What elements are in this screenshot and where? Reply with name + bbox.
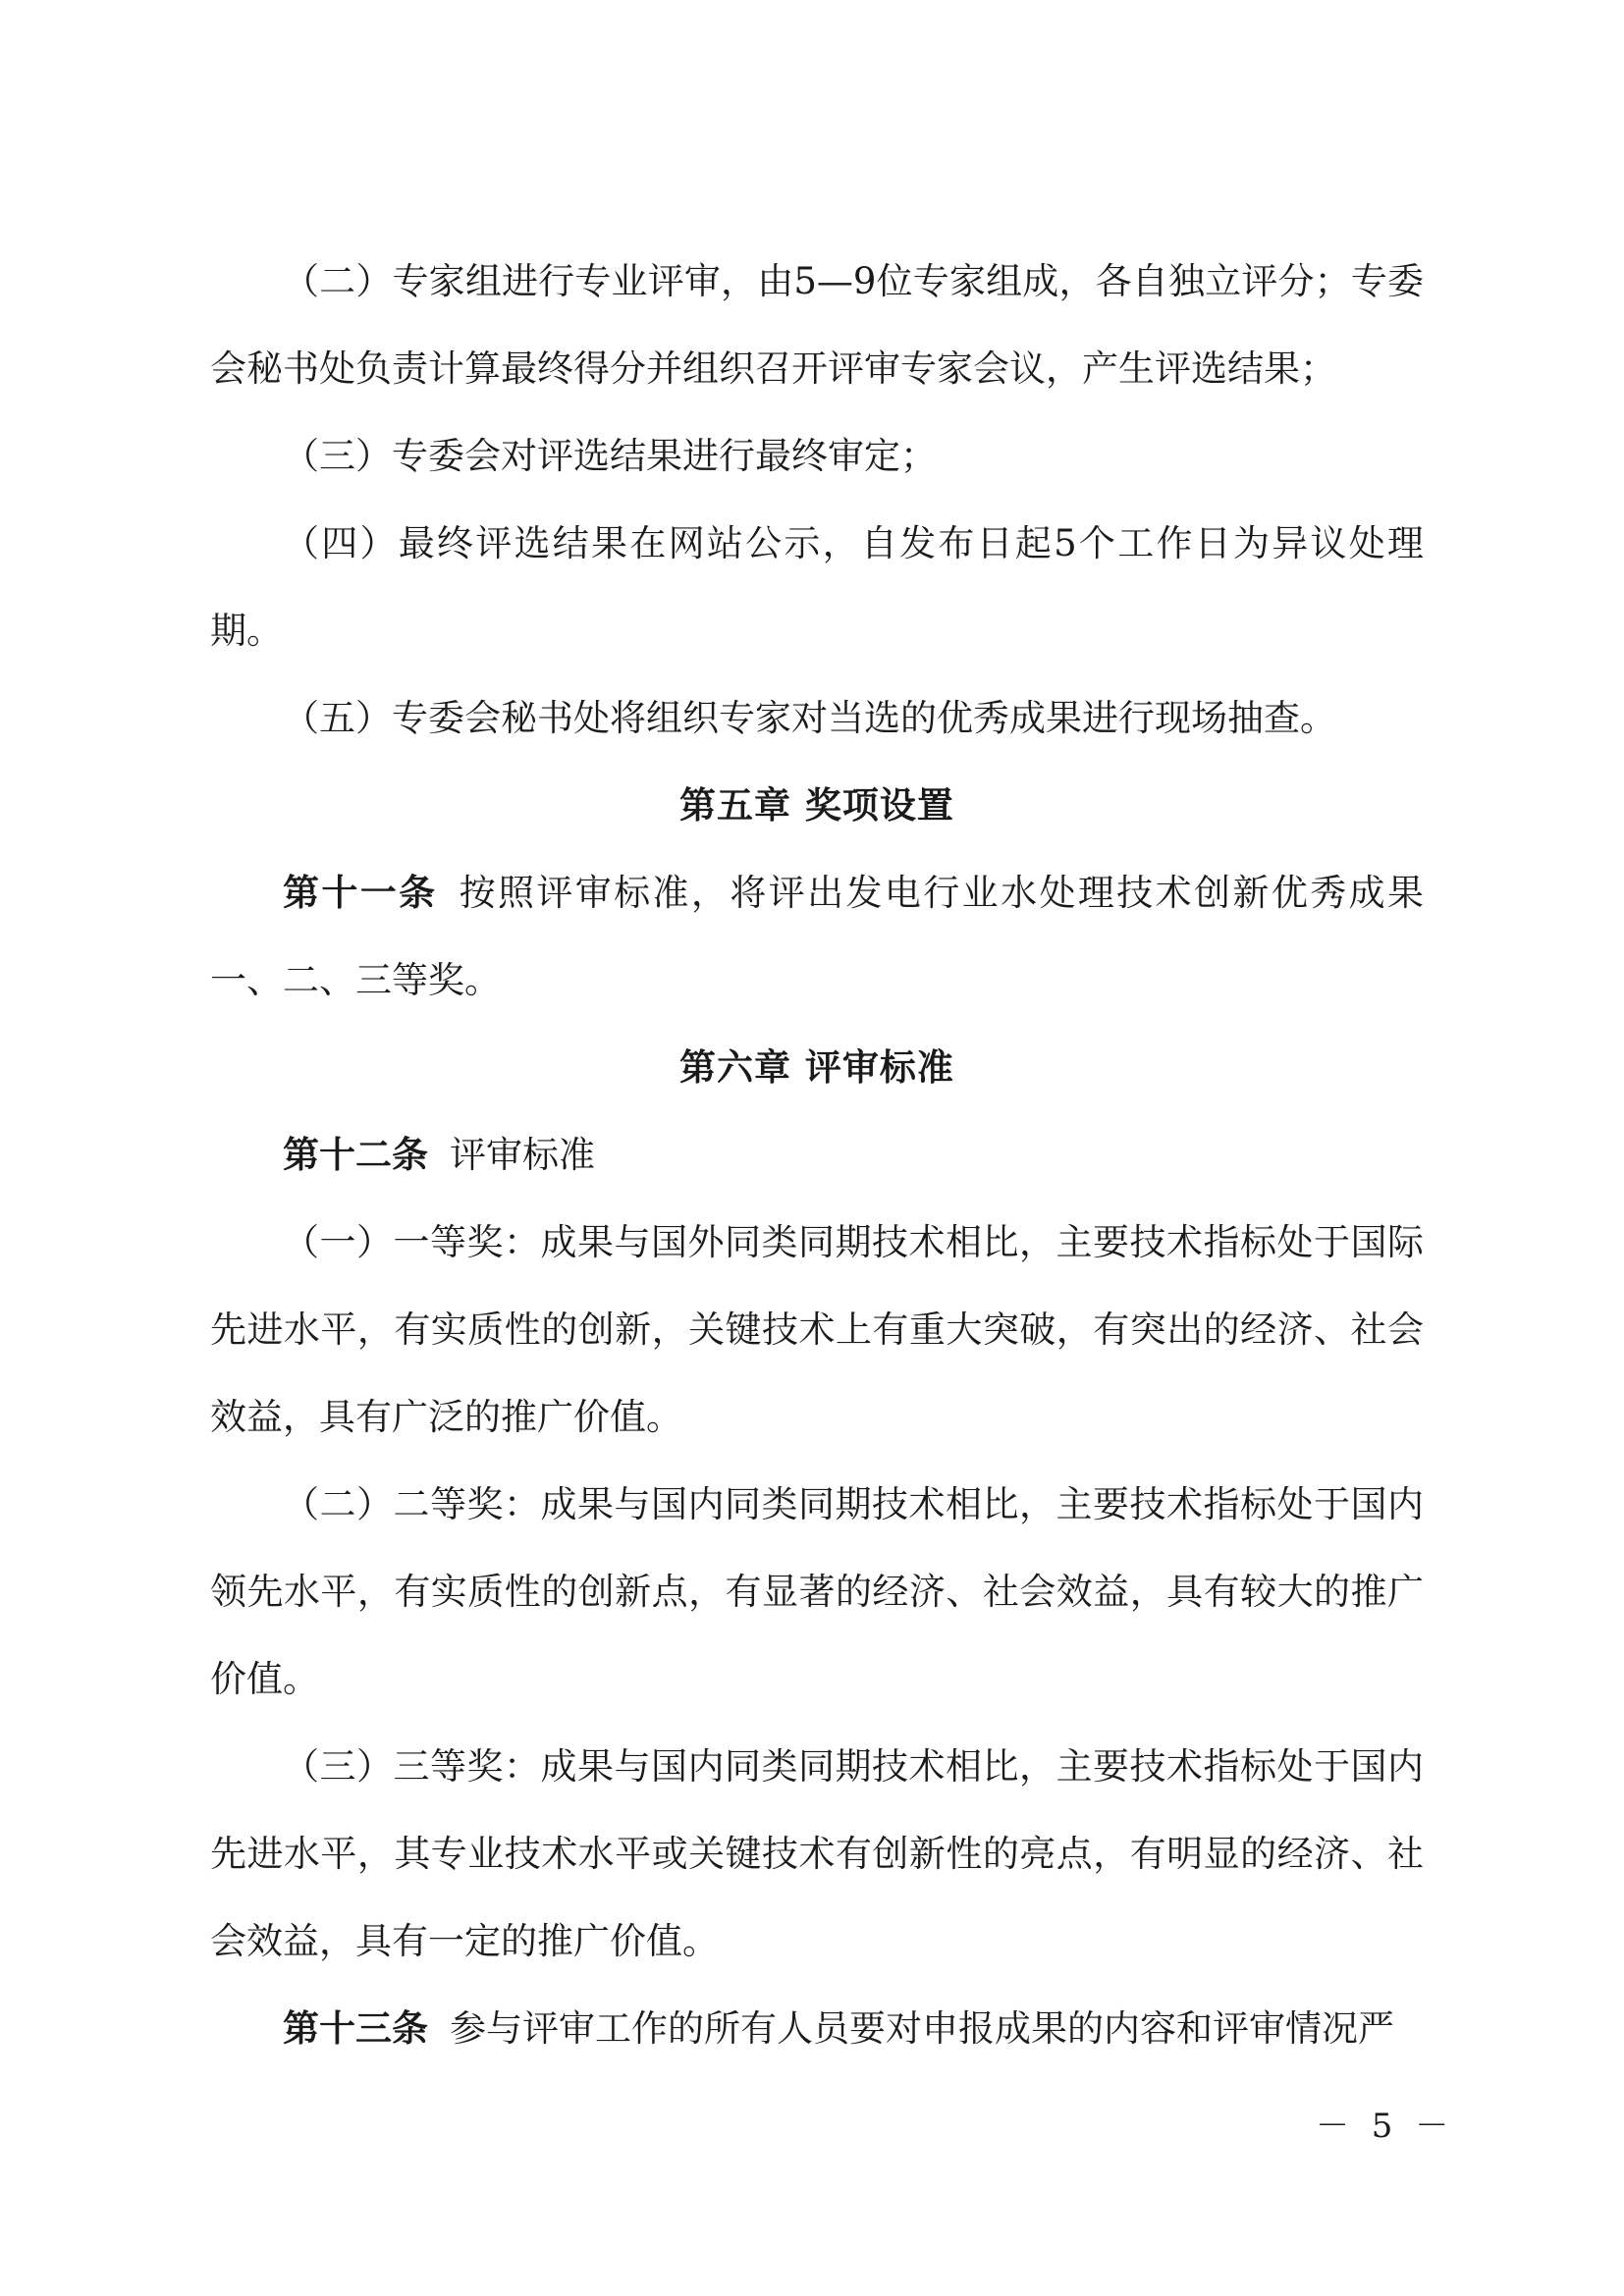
article-13 xyxy=(210,1985,1424,2072)
paragraph-expert-review: （二）专家组进行专业评审，由5—9位专家组成，各自独立评分；专委会秘书处负责计算最终得分并组织召开评审专家会议，产生评选结果； xyxy=(210,260,1424,390)
article-11 xyxy=(210,849,1424,1024)
paragraph-final-approval: （三）专委会对评选结果进行最终审定； xyxy=(283,435,937,477)
article-11-label: 第十一条 xyxy=(283,872,438,914)
article-12-text: 评审标准 xyxy=(450,1134,595,1176)
paragraph-publication: （四）最终评选结果在网站公示，自发布日起5个工作日为异议处理期。 xyxy=(210,522,1424,652)
page-body xyxy=(210,238,1424,2072)
page-number: － 5 － xyxy=(1316,2107,1455,2146)
chapter-heading-6: 第六章 评审标准 xyxy=(679,1046,954,1089)
paragraph-first-prize: （一）一等奖：成果与国外同类同期技术相比，主要技术指标处于国际先进水平，有实质性的创新，关键技术上有重大突破，有突出的经济、社会效益，具有广泛的推广价值。 xyxy=(210,1221,1424,1438)
paragraph-second-prize: （二）二等奖：成果与国内同类同期技术相比，主要技术指标处于国内领先水平，有实质性的创新点，有显著的经济、社会效益，具有较大的推广价值。 xyxy=(210,1483,1424,1700)
article-12-label: 第十二条 xyxy=(283,1134,428,1176)
article-13-text: 参与评审工作的所有人员要对申报成果的内容和评审情况严 xyxy=(450,2007,1394,2050)
chapter-heading-5: 第五章 奖项设置 xyxy=(679,784,954,827)
paragraph-third-prize: （三）三等奖：成果与国内同类同期技术相比，主要技术指标处于国内先进水平，其专业技术水平或关键技术有创新性的亮点，有明显的经济、社会效益，具有一定的推广价值。 xyxy=(210,1745,1424,1962)
paragraph-spot-check: （五）专委会秘书处将组织专家对当选的优秀成果进行现场抽查。 xyxy=(283,697,1336,739)
article-12 xyxy=(210,1111,1424,1199)
article-13-label: 第十三条 xyxy=(283,2007,428,2050)
article-11-text: 按照评审标准，将评出发电行业水处理技术创新优秀成果一、二、三等奖。 xyxy=(210,872,1425,1001)
